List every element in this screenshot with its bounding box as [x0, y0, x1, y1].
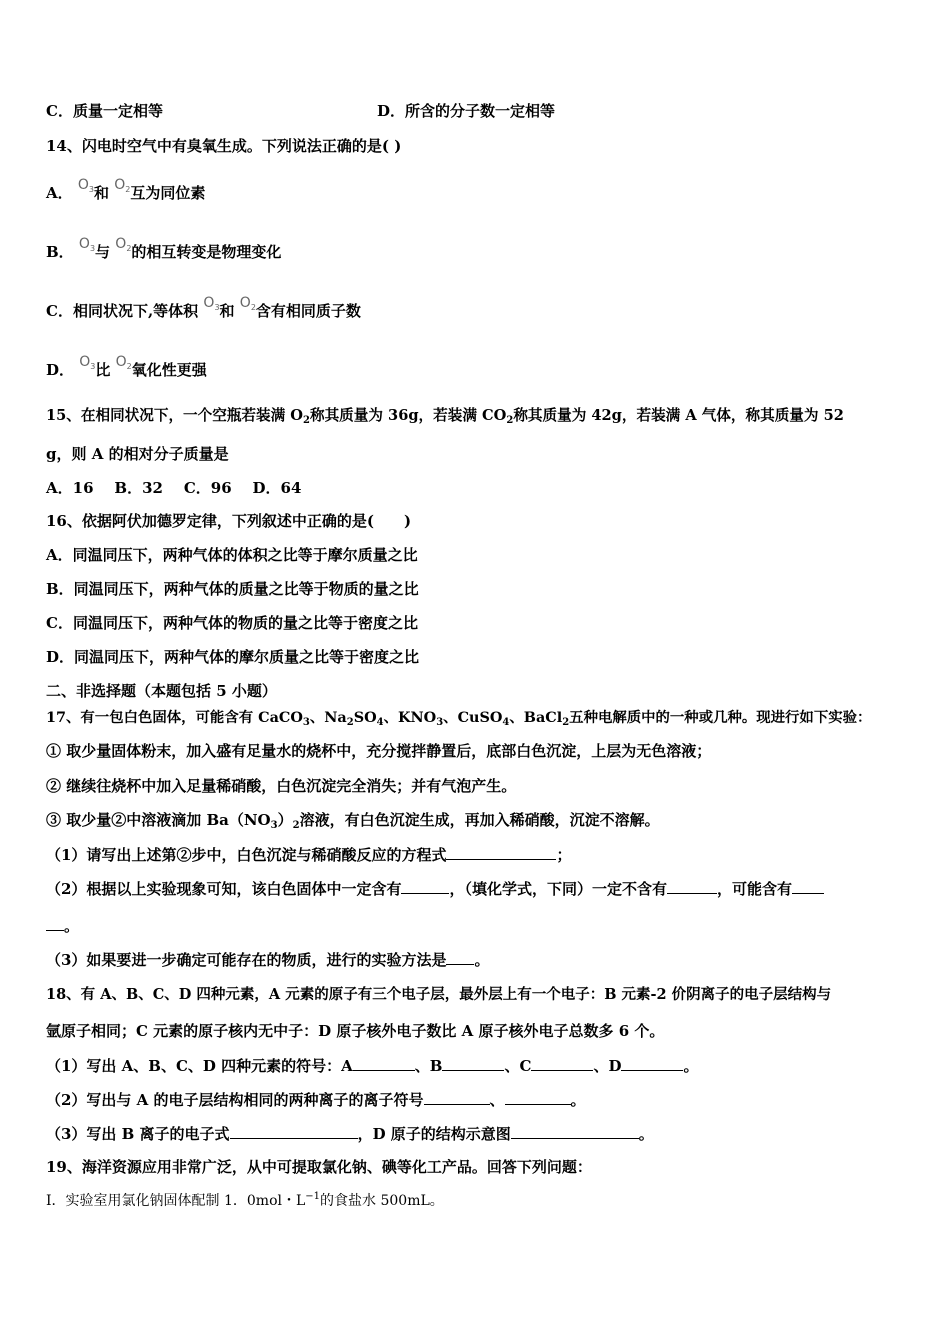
q14-option-c: C．相同状况下,等体积 $O_3$和 $O_2$含有相同质子数 [46, 295, 361, 320]
answer-blank[interactable] [46, 915, 64, 931]
q16-option-a: A．同温同压下，两种气体的体积之比等于摩尔质量之比 [46, 546, 418, 564]
q13-option-c: C．质量一定相等 [46, 102, 163, 120]
q14-option-a: A． $O_3$和 $O_2$互为同位素 [46, 177, 206, 202]
oxygen-formula: $O_2$ [115, 354, 132, 371]
oxygen-formula: $O_2$ [114, 177, 131, 194]
answer-blank[interactable] [401, 878, 449, 894]
answer-blank[interactable] [230, 1123, 358, 1139]
q19-sub-i: I．实验室用氯化钠固体配制 1．0mol・$L^{-1}$的食盐水 500mL。 [46, 1191, 444, 1209]
answer-blank[interactable] [446, 844, 556, 860]
answer-blank[interactable] [442, 1055, 504, 1071]
oxygen-formula: $O_2$ [115, 236, 132, 253]
q16-option-d: D．同温同压下，两种气体的摩尔质量之比等于密度之比 [46, 648, 420, 666]
q18-part3: （3）写出 B 离子的电子式 ，D 原子的结构示意图 。 [46, 1125, 654, 1143]
q17-step2: ② 继续往烧杯中加入足量稀硝酸，白色沉淀完全消失；并有气泡产生。 [46, 777, 517, 795]
q14-option-d: D． $O_3$比 $O_2$氧化性更强 [46, 354, 207, 379]
q17-part1: （1）请写出上述第②步中，白色沉淀与稀硝酸反应的方程式 ； [46, 846, 572, 864]
ozone-formula: $O_3$ [78, 236, 96, 253]
q15-stem-line1: 15、在相同状况下，一个空瓶若装满 $O_2$称其质量为 36g，若装满 $CO_2$称其质量为 42g，若装满 A 气体，称其质量为 52 [46, 407, 844, 426]
answer-blank[interactable] [446, 949, 474, 965]
answer-blank[interactable] [505, 1089, 571, 1105]
q17-stem: 17、有一包白色固体，可能含有 CaCO$_3$、$Na_2SO_4$、$KNO_3$、CuSO$_4$、BaCl$_2$五种电解质中的一种或几种。现进行如下实验： [46, 709, 872, 728]
answer-blank[interactable] [792, 878, 824, 894]
q17-part2: （2）根据以上实验现象可知，该白色固体中一定含有 ，（填化学式，下同）一定不含有 ，可能含有 [46, 878, 824, 899]
q17-step1: ① 取少量固体粉末，加入盛有足量水的烧杯中，充分搅拌静置后，底部白色沉淀，上层为无色溶液； [46, 742, 712, 760]
ozone-formula: $O_3$ [77, 177, 94, 194]
q16-option-c: C．同温同压下，两种气体的物质的量之比等于密度之比 [46, 614, 418, 632]
answer-blank[interactable] [667, 878, 717, 894]
q14-stem: 14、闪电时空气中有臭氧生成。下列说法正确的是( ) [46, 137, 402, 155]
q16-stem: 16、依据阿伏加德罗定律，下列叙述中正确的是( ) [46, 512, 412, 530]
ozone-formula: $O_3$ [203, 295, 220, 312]
q17-part3: （3）如果要进一步确定可能存在的物质，进行的实验方法是 。 [46, 951, 490, 969]
q18-part2: （2）写出与 A 的电子层结构相同的两种离子的离子符号 、 。 [46, 1091, 586, 1109]
section-heading: 二、非选择题（本题包括 5 小题） [46, 682, 277, 700]
q17-step3: ③ 取少量②中溶液滴加 $Ba(NO_3)_2$溶液，有白色沉淀生成，再加入稀硝酸，沉淀不溶解。 [46, 811, 660, 831]
q13-option-d: D．所含的分子数一定相等 [377, 102, 556, 120]
oxygen-formula: $O_2$ [239, 295, 256, 312]
answer-blank[interactable] [531, 1055, 593, 1071]
q19-stem: 19、海洋资源应用非常广泛，从中可提取氯化钠、碘等化工产品。回答下列问题： [46, 1158, 592, 1176]
q18-stem-line2: 氩原子相同；C 元素的原子核内无中子：D 原子核外电子数比 A 原子核外电子总数多 6 个。 [46, 1022, 665, 1040]
answer-blank[interactable] [621, 1055, 683, 1071]
q16-option-b: B．同温同压下，两种气体的质量之比等于物质的量之比 [46, 580, 419, 598]
ozone-formula: $O_3$ [79, 354, 96, 371]
q17-part2-cont: 。 [46, 915, 79, 936]
q14-option-b: B． $O_3$与 $O_2$的相互转变是物理变化 [46, 236, 282, 261]
answer-blank[interactable] [424, 1089, 490, 1105]
q15-stem-line2: g，则 A 的相对分子质量是 [46, 445, 229, 463]
q15-options: A．16 B．32 C．96 D．64 [46, 479, 302, 497]
answer-blank[interactable] [511, 1123, 639, 1139]
q18-part1: （1）写出 A、B、C、D 四种元素的符号：A 、B 、C 、D 。 [46, 1057, 699, 1075]
q18-stem-line1: 18、有 A、B、C、D 四种元素，A 元素的原子有三个电子层，最外层上有一个电子：B 元素-2 价阴离子的电子层结构与 [46, 986, 832, 1003]
answer-blank[interactable] [353, 1055, 415, 1071]
